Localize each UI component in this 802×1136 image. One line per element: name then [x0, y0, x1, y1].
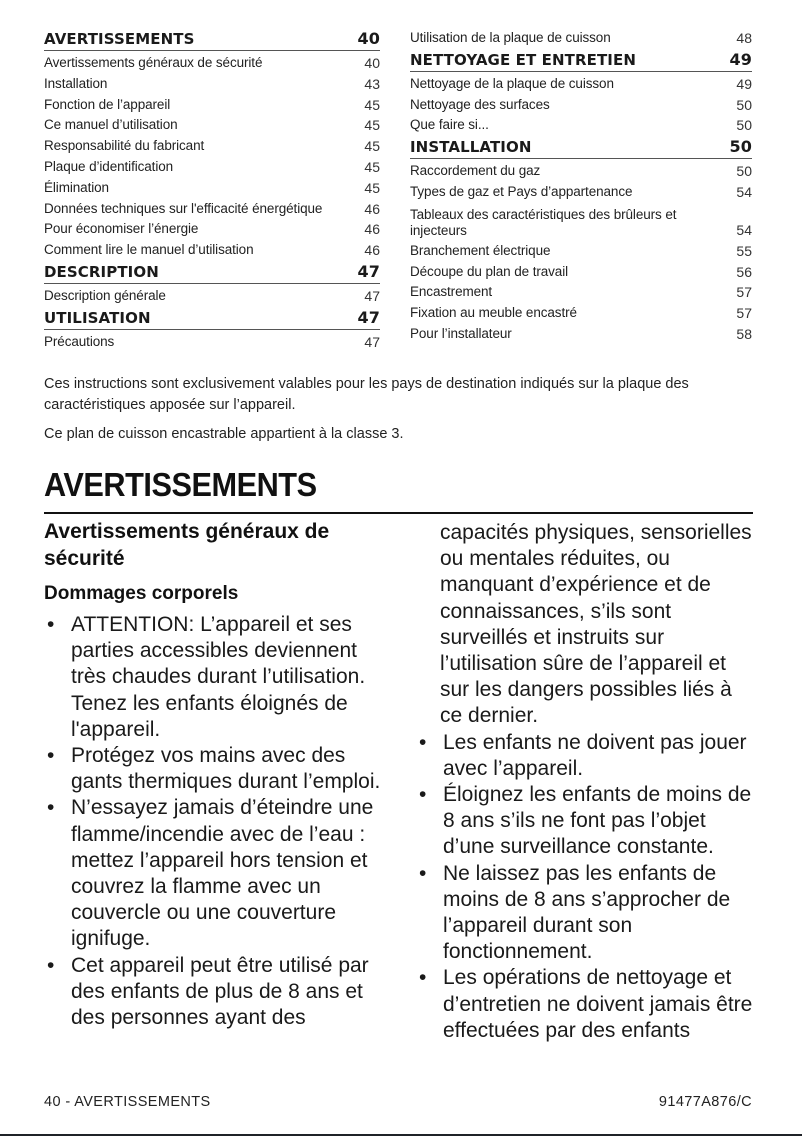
toc-entry[interactable]: Tableaux des caractéristiques des brûleurs et injecteurs 54	[410, 206, 752, 238]
toc-heading[interactable]: INSTALLATION 50	[410, 136, 752, 159]
warning-item: • Éloignez les enfants de moins de 8 ans s’ils ne font pas l’objet d’une surveillance constante.	[416, 782, 756, 861]
body-left-column	[44, 518, 384, 1031]
subsection-title: Avertissements généraux de sécurité	[44, 520, 330, 570]
toc-entry[interactable]: Plaque d’identification 45	[44, 158, 380, 175]
warning-item: • Les enfants ne doivent pas jouer avec l’appareil.	[416, 730, 756, 782]
toc-entry[interactable]: Pour l’installateur 58	[410, 325, 752, 342]
intro-paragraph: Ce plan de cuisson encastrable appartient à la classe 3.	[44, 426, 404, 442]
toc-entry[interactable]: Ce manuel d’utilisation 45	[44, 117, 380, 134]
page-footer-section: 40 - AVERTISSEMENTS	[44, 1094, 211, 1110]
toc-heading[interactable]: NETTOYAGE ET ENTRETIEN 49	[410, 49, 752, 72]
toc-entry[interactable]: Installation 43	[44, 75, 380, 92]
toc-entry[interactable]: Nettoyage des surfaces 50	[410, 96, 752, 113]
warning-item: • ATTENTION: L’appareil et ses parties accessibles deviennent très chaudes durant l’utilisation. Tenez les enfants éloignés de l'appareil.	[44, 612, 384, 743]
toc-entry[interactable]: Précautions 47	[44, 333, 380, 350]
warning-item-continuation: capacités physiques, sensorielles ou mentales réduites, ou manquant d’expérience et de connaissances, s’ils sont surveillés et instruits sur l’utilisation sûre de l’appareil et sur les dangers possibles liés à ce dernier.	[440, 521, 752, 728]
toc-heading[interactable]: DESCRIPTION 47	[44, 261, 380, 284]
toc-entry[interactable]: Données techniques sur l'efficacité énergétique 46	[44, 200, 380, 217]
toc-entry[interactable]: Comment lire le manuel d’utilisation 46	[44, 242, 380, 259]
toc-entry[interactable]: Pour économiser l’énergie 46	[44, 221, 380, 238]
toc-entry[interactable]: Fixation au meuble encastré 57	[410, 305, 752, 322]
toc-heading[interactable]: UTILISATION 47	[44, 307, 380, 330]
section-divider	[44, 512, 753, 514]
warning-item: • Protégez vos mains avec des gants thermiques durant l’emploi.	[44, 743, 384, 795]
warning-item: • Les opérations de nettoyage et d’entretien ne doivent jamais être effectuées par des enfants	[416, 965, 756, 1044]
toc-entry[interactable]: Types de gaz et Pays d’appartenance 54	[410, 183, 752, 200]
toc-entry[interactable]: Raccordement du gaz 50	[410, 163, 752, 180]
toc-entry[interactable]: Nettoyage de la plaque de cuisson 49	[410, 75, 752, 92]
toc-right-column	[410, 28, 752, 345]
toc-entry[interactable]: Découpe du plan de travail 56	[410, 263, 752, 280]
warning-item: • Cet appareil peut être utilisé par des enfants de plus de 8 ans et des personnes ayant des	[44, 953, 384, 1032]
document-code: 91477A876/C	[658, 1094, 752, 1110]
toc-entry[interactable]: Description générale 47	[44, 287, 380, 304]
warning-item: • N’essayez jamais d’éteindre une flamme/incendie avec de l’eau : mettez l’appareil hors tension et couvrez la flamme avec un couvercle ou une couverture ignifuge.	[44, 795, 384, 952]
subsubsection-title: Dommages corporels	[44, 583, 239, 604]
toc-entry[interactable]: Avertissements généraux de sécurité 40	[44, 55, 380, 71]
warning-list	[416, 730, 756, 1044]
toc-entry[interactable]: Fonction de l’appareil 45	[44, 96, 380, 113]
toc-entry[interactable]: Élimination 45	[44, 179, 380, 196]
toc-entry[interactable]: Encastrement 57	[410, 284, 752, 301]
toc-entry[interactable]: Branchement électrique 55	[410, 242, 752, 259]
toc-heading[interactable]: AVERTISSEMENTS 40	[44, 28, 380, 51]
section-title: AVERTISSEMENTS	[44, 466, 317, 503]
warning-list	[44, 612, 384, 1031]
intro-text	[44, 374, 756, 453]
toc-left-column	[44, 28, 380, 353]
toc-entry[interactable]: Utilisation de la plaque de cuisson 48	[410, 30, 752, 46]
body-right-column	[416, 520, 756, 1044]
toc-entry[interactable]: Responsabilité du fabricant 45	[44, 138, 380, 155]
intro-paragraph: Ces instructions sont exclusivement valables pour les pays de destination indiqués sur la plaque des caractéristiques apposée sur l’appareil.	[44, 376, 689, 413]
toc-entry[interactable]: Que faire si... 50	[410, 117, 752, 134]
warning-item: • Ne laissez pas les enfants de moins de 8 ans s’approcher de l’appareil durant son fonctionnement.	[416, 861, 756, 966]
